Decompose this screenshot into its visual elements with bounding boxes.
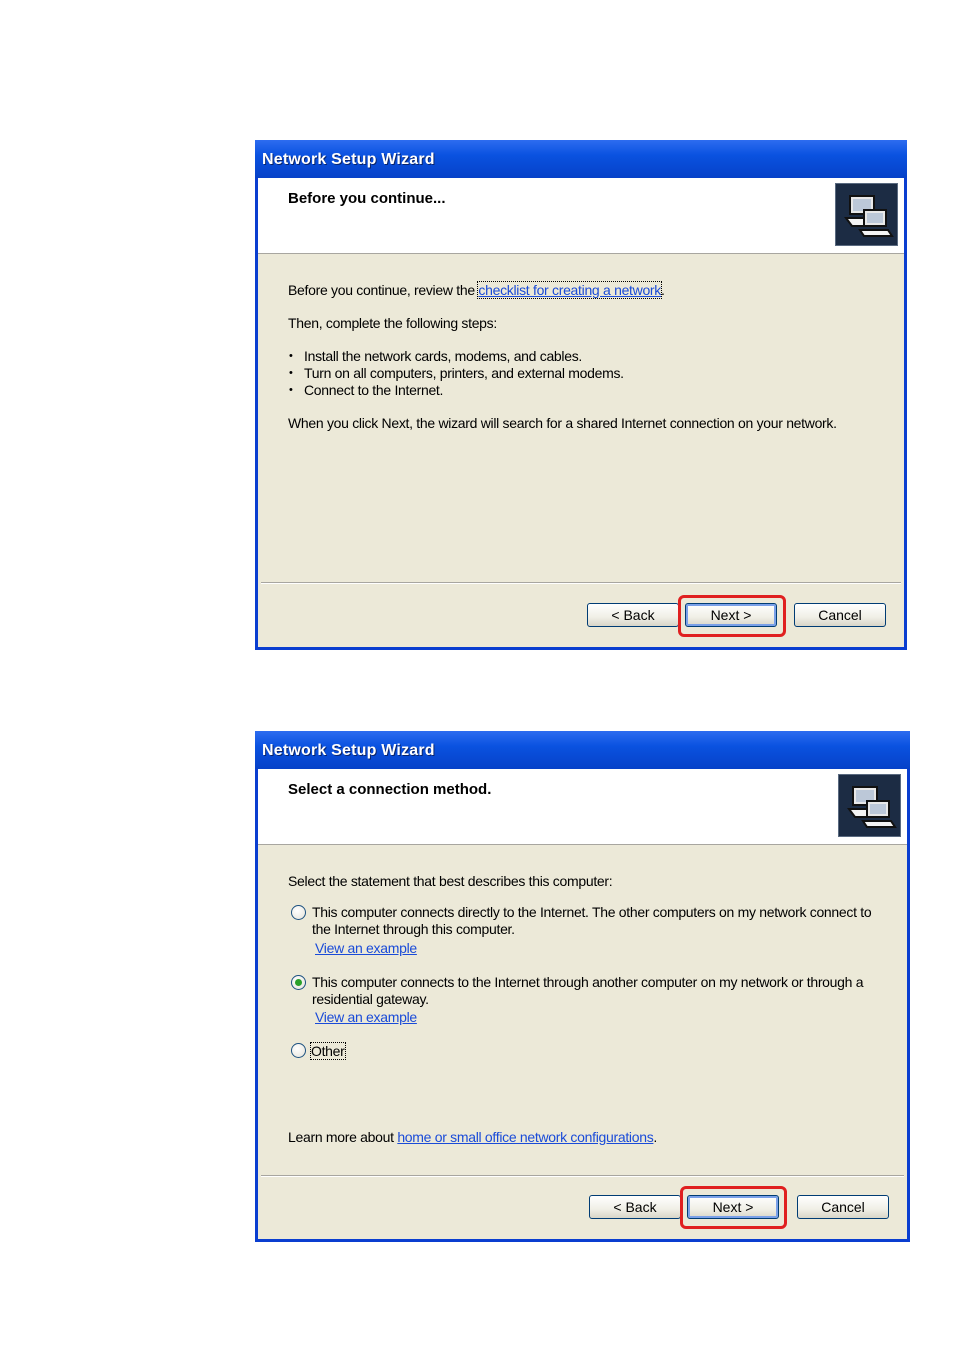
wizard-body [288, 282, 884, 432]
learn-more-suffix: . [653, 1129, 657, 1145]
title-bar[interactable]: Network Setup Wizard [255, 731, 910, 769]
wizard-body [288, 873, 887, 890]
wizard-dialog-before-continue [255, 140, 907, 650]
back-button[interactable]: < Back [587, 603, 679, 627]
list-item: • Turn on all computers, printers, and external modems. [288, 365, 884, 382]
next-button-highlight [680, 1186, 787, 1229]
title-bar[interactable]: Network Setup Wizard [255, 140, 907, 178]
header-title: Select a connection method. [288, 781, 492, 798]
closing-text: When you click Next, the wizard will search for a shared Internet connection on your network. [288, 415, 837, 431]
intro-text: Before you continue, review the [288, 282, 479, 298]
checklist-link[interactable]: checklist for creating a network [478, 282, 661, 298]
learn-more-prefix: Learn more about [288, 1129, 398, 1145]
cancel-button[interactable]: Cancel [794, 603, 886, 627]
option-direct-label[interactable]: This computer connects directly to the Internet. The other computers on my network connect to the Internet through this computer. [312, 904, 872, 937]
list-item: • Connect to the Internet. [288, 382, 884, 399]
list-item: • Install the network cards, modems, and cables. [288, 348, 884, 365]
option-through-gateway-label[interactable]: This computer connects to the Internet through another computer on my network or through a residential gateway. [312, 974, 864, 1007]
cancel-button[interactable]: Cancel [797, 1195, 889, 1219]
header-title: Before you continue... [288, 190, 446, 207]
radio-other[interactable] [291, 1043, 306, 1058]
next-button[interactable]: Next > [687, 1195, 779, 1219]
wizard-dialog-connection-method [255, 731, 910, 1242]
network-computers-icon [835, 183, 898, 246]
back-button[interactable]: < Back [589, 1195, 681, 1219]
network-computers-icon [838, 774, 901, 837]
next-button-highlight [678, 595, 786, 637]
radio-through-another-computer[interactable] [291, 975, 306, 990]
view-example-link-1[interactable]: View an example [315, 940, 417, 956]
next-button[interactable]: Next > [685, 603, 777, 627]
then-text: Then, complete the following steps: [288, 315, 497, 331]
view-example-link-2[interactable]: View an example [315, 1009, 417, 1025]
wizard-header [258, 178, 904, 254]
intro-suffix: . [661, 282, 665, 298]
steps-list [288, 348, 884, 399]
learn-more-text [288, 1129, 657, 1145]
network-configurations-link[interactable]: home or small office network configurations [397, 1129, 654, 1145]
radio-direct-connection[interactable] [291, 905, 306, 920]
footer-separator [261, 1175, 904, 1177]
footer-separator [261, 582, 901, 584]
prompt-text: Select the statement that best describes this computer: [288, 873, 613, 889]
option-other-label[interactable]: Other [311, 1043, 345, 1059]
wizard-header [258, 769, 907, 845]
